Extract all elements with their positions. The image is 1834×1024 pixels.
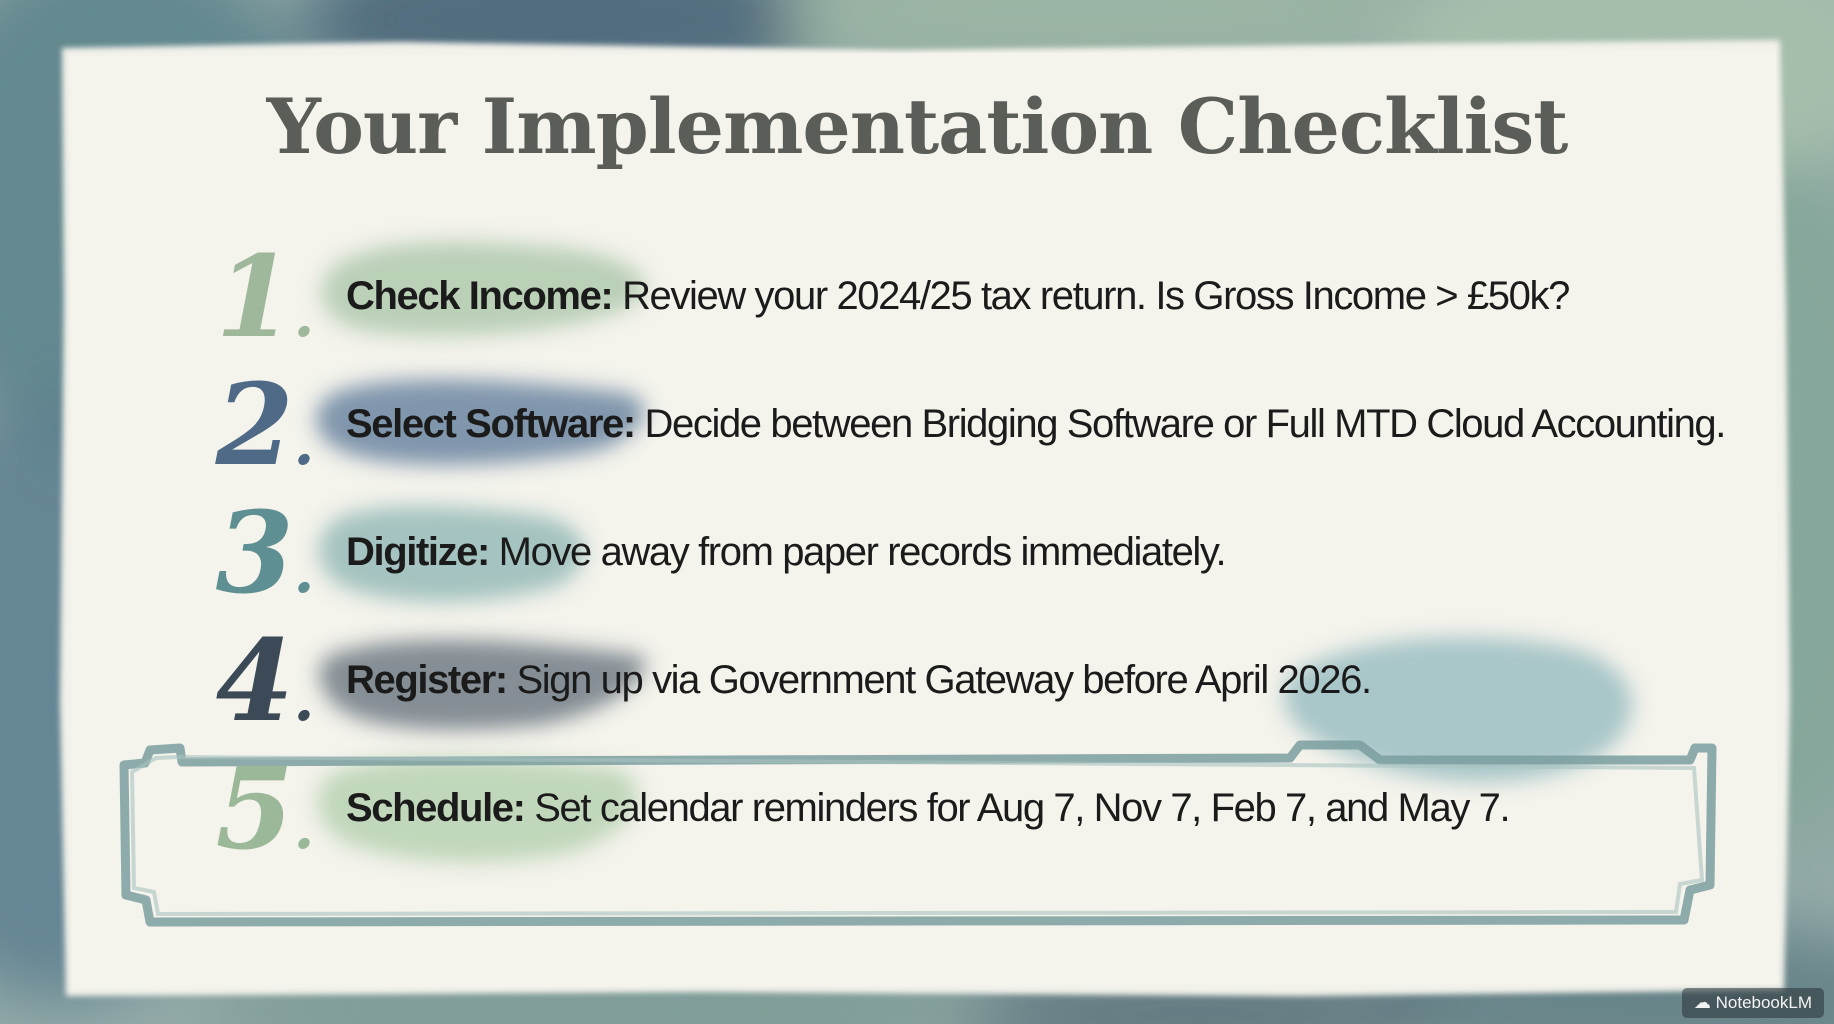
checklist-item-2 bbox=[210, 360, 1750, 491]
item-heading: Select Software: bbox=[346, 402, 635, 446]
item-number-value: 5 bbox=[215, 744, 294, 875]
item-heading: Digitize: bbox=[346, 530, 489, 574]
checklist-item-3 bbox=[210, 488, 1750, 619]
item-description: Move away from paper records immediately. bbox=[498, 530, 1226, 574]
item-number-value: 2 bbox=[215, 360, 294, 491]
notebooklm-logo-icon: ☁ bbox=[1693, 993, 1711, 1012]
item-heading: Register: bbox=[346, 658, 507, 702]
notebooklm-watermark bbox=[1682, 988, 1824, 1018]
item-description: Set calendar reminders for Aug 7, Nov 7, Feb 7, and May 7. bbox=[534, 786, 1510, 830]
checklist-item-1 bbox=[210, 232, 1750, 363]
item-heading: Check Income: bbox=[346, 274, 613, 318]
item-description: Sign up via Government Gateway before April 2026. bbox=[516, 658, 1371, 702]
item-number-value: 1 bbox=[215, 232, 294, 363]
item-number: 4. bbox=[215, 616, 315, 747]
item-heading: Schedule: bbox=[346, 786, 525, 830]
item-number: 5. bbox=[215, 744, 315, 875]
page-title: Your Implementation Checklist bbox=[266, 82, 1568, 171]
checklist-item-5 bbox=[210, 744, 1750, 875]
item-description: Review your 2024/25 tax return. Is Gross Income > £50k? bbox=[622, 274, 1569, 318]
item-number-value: 3 bbox=[215, 488, 294, 619]
item-number: 2. bbox=[215, 360, 315, 491]
item-text bbox=[346, 658, 1371, 703]
item-description: Decide between Bridging Software or Full MTD Cloud Accounting. bbox=[644, 402, 1725, 446]
watermark-label: NotebookLM bbox=[1715, 993, 1812, 1012]
item-text bbox=[346, 274, 1569, 319]
item-number: 3. bbox=[215, 488, 315, 619]
item-number: 1. bbox=[215, 232, 315, 363]
item-text bbox=[346, 402, 1725, 447]
checklist-item-4 bbox=[210, 616, 1750, 747]
item-text bbox=[346, 786, 1509, 831]
item-text bbox=[346, 530, 1225, 575]
item-number-value: 4 bbox=[215, 616, 294, 747]
